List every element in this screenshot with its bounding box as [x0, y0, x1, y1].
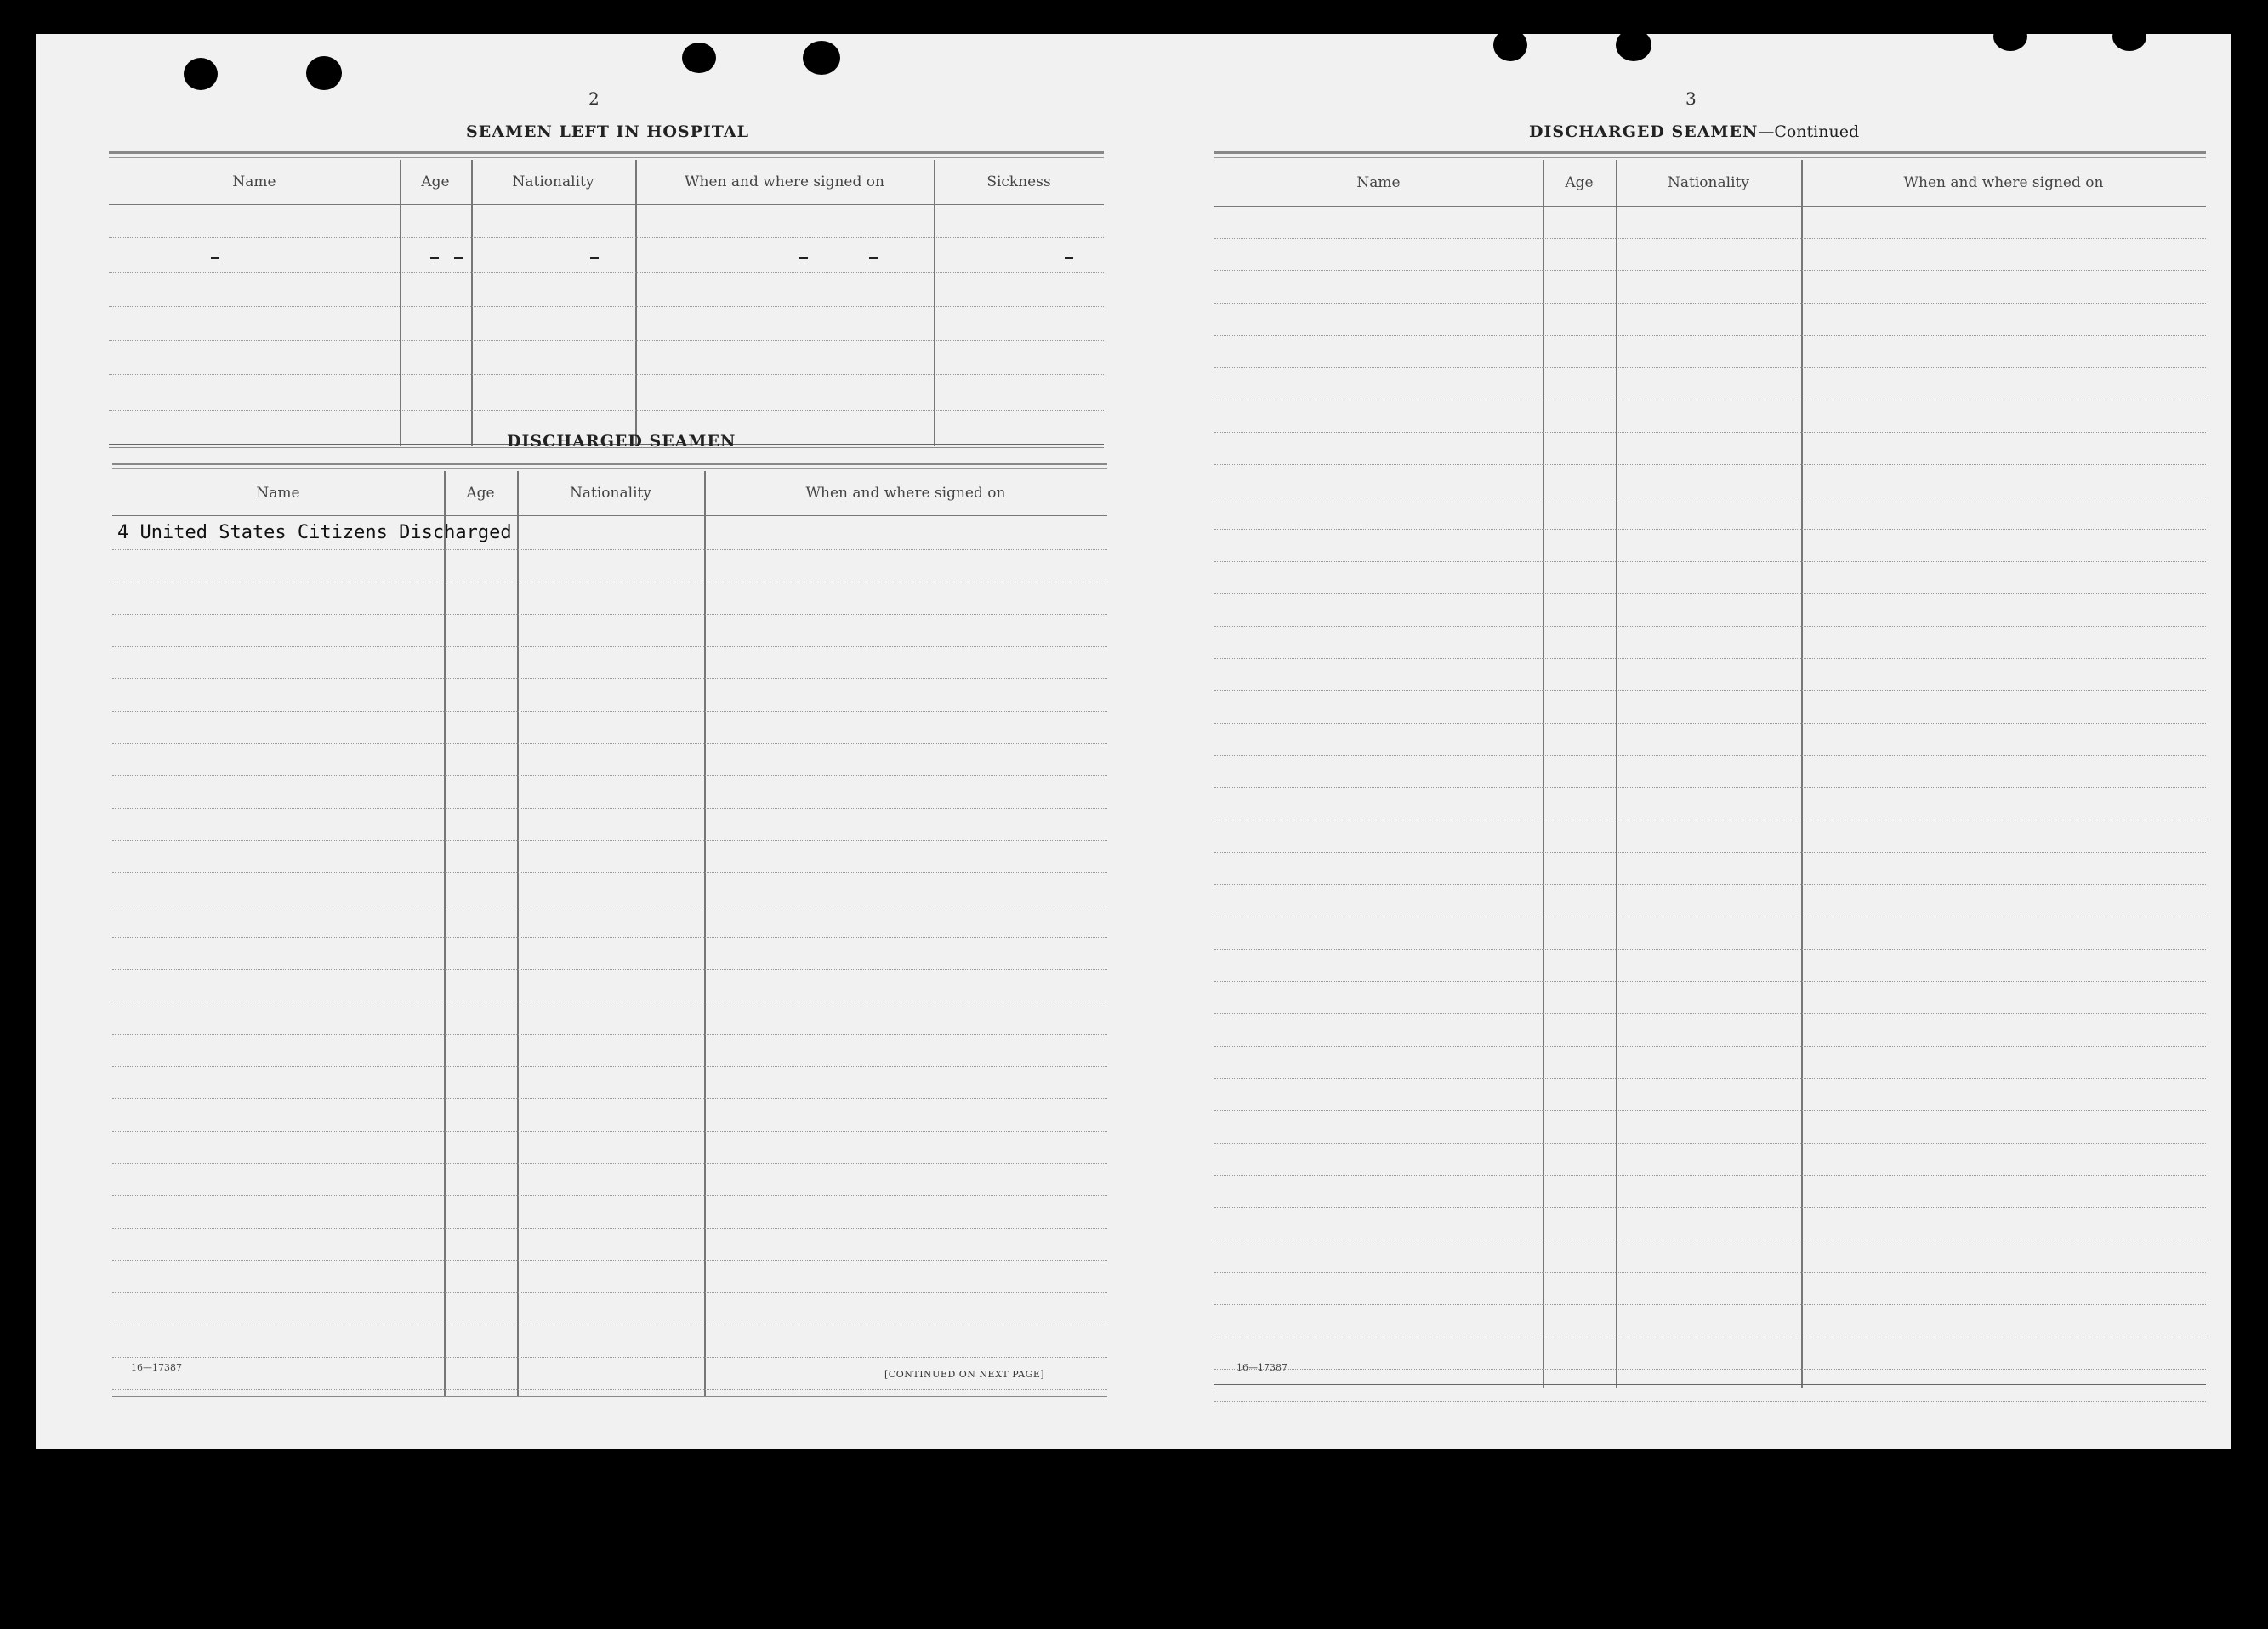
ruled-line — [1214, 593, 2206, 627]
page-number-left: 2 — [588, 88, 600, 109]
col-header-signed-on: When and where signed on — [805, 485, 1006, 502]
ruled-line — [1214, 658, 2206, 691]
ruled-line — [1214, 981, 2206, 1014]
ruled-line — [1214, 238, 2206, 271]
punch-hole — [803, 41, 840, 75]
col-header-signed-on: When and where signed on — [1903, 174, 2104, 191]
ruled-line — [1214, 529, 2206, 562]
ruled-line — [1214, 303, 2206, 336]
punch-hole — [1993, 22, 2027, 51]
ruled-line — [112, 1163, 1107, 1196]
col-header-name: Name — [256, 485, 300, 502]
ruled-line — [1214, 1240, 2206, 1273]
nil-entry-mark — [799, 257, 808, 259]
ruled-line — [1214, 723, 2206, 756]
ruled-line — [1214, 626, 2206, 659]
ruled-line — [1214, 820, 2206, 853]
ruled-line — [112, 1098, 1107, 1132]
ruled-line — [1214, 884, 2206, 917]
col-header-name: Name — [1356, 174, 1401, 191]
ruled-line — [112, 1195, 1107, 1229]
ruled-line — [1214, 917, 2206, 950]
ruled-line — [1214, 206, 2206, 239]
ruled-line — [1214, 464, 2206, 497]
ruled-line — [1214, 561, 2206, 594]
ruled-line — [112, 905, 1107, 938]
punch-hole — [1616, 29, 1651, 61]
ruled-line — [112, 1228, 1107, 1261]
ruled-line — [112, 614, 1107, 647]
title-suffix: —Continued — [1758, 122, 1860, 141]
ruled-line — [1214, 949, 2206, 982]
ruled-line — [112, 582, 1107, 615]
ruled-line — [1214, 270, 2206, 304]
ruled-line — [1214, 1143, 2206, 1176]
punch-hole — [306, 56, 342, 90]
ruled-line — [112, 840, 1107, 873]
col-header-nationality: Nationality — [512, 173, 594, 190]
punch-hole — [2112, 22, 2146, 51]
ruled-line — [1214, 1337, 2206, 1370]
ruled-line — [112, 1292, 1107, 1325]
ruled-line — [1214, 335, 2206, 368]
discharged-entry-text: 4 United States Citizens Discharged — [117, 522, 512, 543]
col-header-nationality: Nationality — [570, 485, 651, 502]
discharged-table-right — [1214, 151, 2206, 1391]
ruled-line — [1214, 497, 2206, 530]
nil-entry-mark — [590, 257, 599, 259]
discharged-section-title: DISCHARGED SEAMEN — [507, 432, 736, 451]
ruled-line — [112, 1260, 1107, 1293]
continued-note: [CONTINUED ON NEXT PAGE] — [884, 1369, 1045, 1380]
ruled-line — [1214, 1304, 2206, 1337]
ruled-line — [112, 775, 1107, 809]
ruled-line — [1214, 1175, 2206, 1208]
ruled-line — [1214, 432, 2206, 465]
ruled-line — [112, 678, 1107, 712]
nil-entry-mark — [211, 257, 219, 259]
nil-entry-mark — [454, 257, 463, 259]
discharged-table-left — [112, 463, 1107, 1399]
ruled-line — [112, 1131, 1107, 1164]
form-number-right: 16—17387 — [1236, 1362, 1287, 1373]
hospital-table-header — [109, 160, 1104, 205]
col-header-age: Age — [421, 173, 450, 190]
hospital-table — [109, 151, 1104, 447]
ruled-line — [112, 549, 1107, 582]
ruled-line — [112, 937, 1107, 970]
col-header-sickness: Sickness — [986, 173, 1051, 190]
col-header-signed-on: When and where signed on — [685, 173, 884, 190]
ruled-line — [112, 872, 1107, 905]
ruled-line — [1214, 690, 2206, 724]
col-header-nationality: Nationality — [1668, 174, 1749, 191]
nil-entry-mark — [1065, 257, 1073, 259]
form-number-left: 16—17387 — [131, 1362, 182, 1373]
title-main: DISCHARGED SEAMEN — [1529, 122, 1759, 141]
ruled-line — [112, 1325, 1107, 1358]
ruled-line — [1214, 1013, 2206, 1047]
ruled-line — [1214, 852, 2206, 885]
ruled-line — [1214, 400, 2206, 433]
punch-hole — [682, 43, 716, 73]
ruled-line — [1214, 1207, 2206, 1240]
page-number-right: 3 — [1685, 88, 1697, 109]
col-header-age: Age — [466, 485, 495, 502]
punch-hole — [1493, 29, 1527, 61]
discharged-continued-title — [1529, 122, 1859, 141]
ruled-line — [112, 969, 1107, 1002]
discharged-table-left-header — [112, 471, 1107, 516]
ruled-line — [1214, 1272, 2206, 1305]
ruled-line — [1214, 367, 2206, 400]
punch-hole — [184, 58, 218, 90]
ruled-line — [112, 711, 1107, 744]
ruled-line — [112, 808, 1107, 841]
ruled-line — [112, 1002, 1107, 1035]
ruled-line — [112, 743, 1107, 776]
nil-entry-mark — [869, 257, 878, 259]
ruled-line — [1214, 1110, 2206, 1144]
ruled-line — [1214, 1046, 2206, 1079]
col-header-name: Name — [232, 173, 276, 190]
ruled-line — [1214, 755, 2206, 788]
ruled-line — [112, 1066, 1107, 1099]
hospital-section-title: SEAMEN LEFT IN HOSPITAL — [466, 122, 749, 141]
discharged-table-right-header — [1214, 160, 2206, 207]
document-sheet — [36, 34, 2231, 1449]
nil-entry-mark — [430, 257, 439, 259]
ruled-line — [1214, 1078, 2206, 1111]
col-header-age: Age — [1565, 174, 1594, 191]
ruled-line — [1214, 787, 2206, 820]
ruled-line — [112, 646, 1107, 679]
ruled-line — [112, 1034, 1107, 1067]
